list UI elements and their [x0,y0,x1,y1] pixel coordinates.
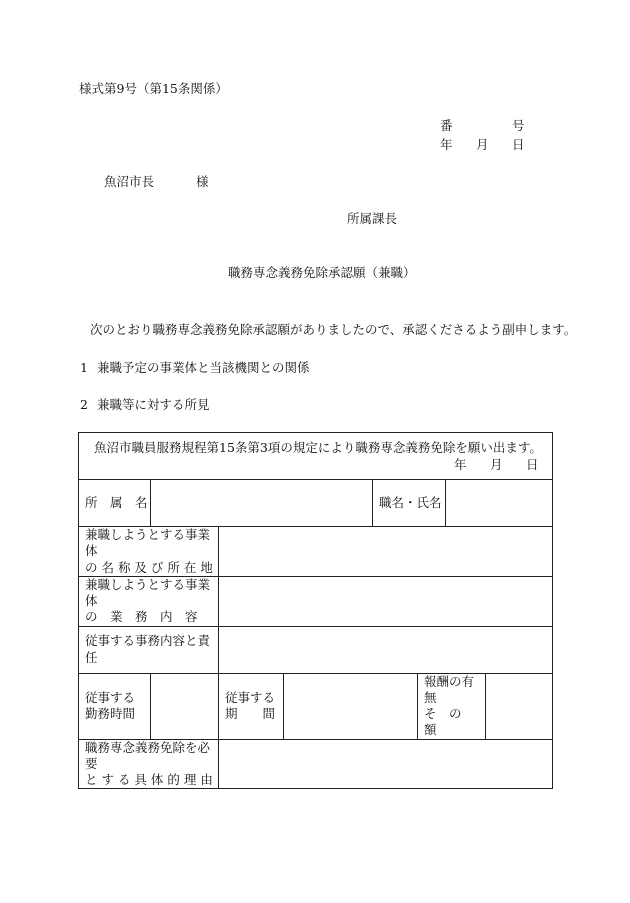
sender-title: 所属課長 [347,211,398,226]
dept-label: 所 属 名 [79,480,151,527]
item-1-text: 兼職予定の事業体と当該機関との関係 [97,360,310,375]
period-label-line1: 従事する [225,689,276,705]
body-text: 次のとおり職務専念義務免除承認願がありましたので、承認くださるよう副申します。 [90,322,577,337]
period-label-line2: 期 間 [225,706,276,721]
hours-label [79,673,151,739]
entity-name-label [79,527,219,577]
hours-label-line2: 勤務時間 [85,706,136,721]
form-number: 様式第9号（第15条関係） [79,81,228,96]
reason-label-line1: 職務専念義務免除を必要 [85,739,211,771]
entity-work-field[interactable] [219,576,553,626]
date-year-label: 年 [440,137,453,152]
entity-work-label-line1: 兼職しようとする事業体 [85,576,211,608]
number-label: 番 [440,118,453,133]
hours-field[interactable] [151,673,219,739]
item-2-text: 兼職等に対する所見 [97,397,210,412]
addressee-name: 魚沼市長 [104,174,155,189]
addressee-honorific: 様 [196,174,209,189]
name-field[interactable] [446,480,553,527]
declaration-day: 日 [526,457,539,472]
entity-name-label-line1: 兼職しようとする事業体 [85,527,211,559]
entity-name-label-line2: の 名 称 及 び 所 在 地 [85,559,213,575]
dept-field[interactable] [151,480,373,527]
period-label [219,673,284,739]
item-2-number: 2 [80,397,88,412]
date-day-label: 日 [512,137,525,152]
hours-label-line1: 従事する [85,689,136,705]
name-label: 職名・氏名 [373,480,446,527]
declaration-cell [79,433,553,480]
declaration-month: 月 [490,457,503,472]
pay-label-line2: そ の 額 [424,706,475,738]
application-form-table [78,432,553,789]
reason-label-line2: と す る 具 体 的 理 由 [85,772,213,787]
date-month-label: 月 [476,137,489,152]
pay-label-line1: 報酬の有無 [424,673,475,705]
pay-field[interactable] [486,673,553,739]
number-suffix: 号 [512,118,525,133]
duty-field[interactable] [219,626,553,673]
reason-label [79,739,219,789]
pay-label [418,673,486,739]
entity-work-label-line2: の 業 務 内 容 [85,609,198,625]
entity-name-field[interactable] [219,527,553,577]
declaration-text: 魚沼市職員服務規程第15条第3項の規定により職務専念義務免除を願い出ます。 [94,440,542,455]
reason-field[interactable] [219,739,553,789]
period-field[interactable] [284,673,418,739]
duty-label: 従事する事務内容と責任 [79,626,219,673]
document-title: 職務専念義務免除承認願（兼職） [228,265,416,280]
declaration-year: 年 [454,457,467,472]
item-1-number: 1 [80,360,88,375]
entity-work-label [79,576,219,626]
